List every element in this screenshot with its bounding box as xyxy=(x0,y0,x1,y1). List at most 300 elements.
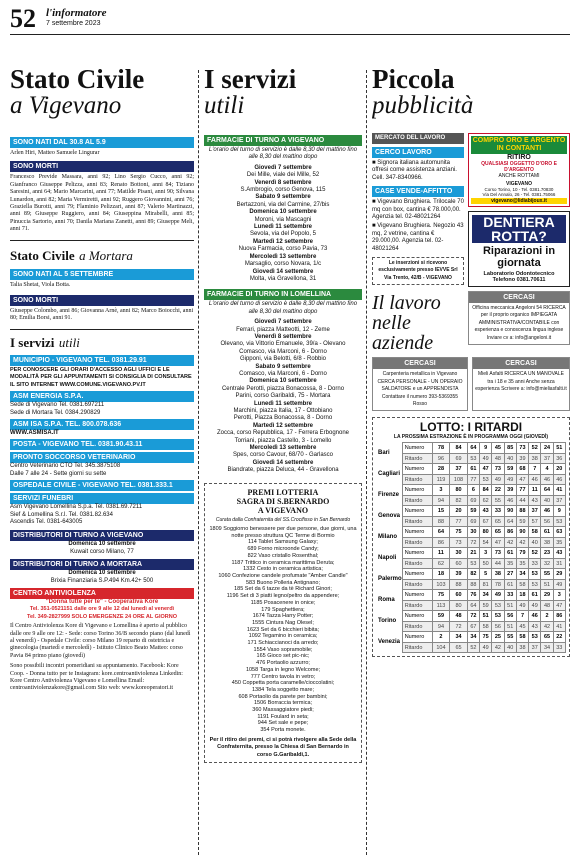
lotto-label: Numero xyxy=(402,527,432,538)
antiviolenza-info: Il Centro Antiviolenza Kore di Vigevano e Lomellina è aperto al pubblico dalle ore 9 alle ore 12: - Sede: corso Torino 36/B secondo piano (dal lunedì al venerdì) - Ospedale Civile: corso Milano 19 reparto di ostetricia e ginecologia (martedì e mercoledì) - Istituto Clinico Beato Matteo: corso Pavia 84 primo piano (giovedì) xyxy=(10,623,191,659)
ospedale-header: OSPEDALE CIVILE - VIGEVANO TEL. 0381.333.1 xyxy=(10,480,194,491)
lotto-delay: 49 xyxy=(492,474,504,485)
job-ad-2 xyxy=(372,357,468,411)
lotto-label: Ritardo xyxy=(402,495,432,506)
lotto-delay: 48 xyxy=(541,600,553,611)
asmisa-site: WWW.ASMISA.IT xyxy=(10,429,59,436)
lotto-label: Ritardo xyxy=(402,600,432,611)
list-item: Mercoledì 13 settembre xyxy=(249,445,317,452)
lotto-delay: 73 xyxy=(450,537,468,548)
list-item: 1060 Confezione candele profumate "Amber Candle" xyxy=(218,572,348,579)
list-item: Biandrate, piazza Deluca, 44 - Gravellona xyxy=(227,467,339,474)
lotto-number: 34 xyxy=(480,590,492,601)
lotto-city: Roma xyxy=(376,590,402,611)
lotto-number: 43 xyxy=(553,548,565,559)
lotto-number: 65 xyxy=(541,632,553,643)
ad-dentiera-tel: Telefono 0381.70611 xyxy=(492,277,546,283)
ad-email: vigevano@lidiabijoux.it xyxy=(471,198,567,204)
brand-name: l'informatore xyxy=(46,7,107,19)
lotto-number: 29 xyxy=(541,590,553,601)
asmisa-header: ASM ISA S.P.A. TEL. 800.078.636 xyxy=(10,419,194,430)
lotto-number: 86 xyxy=(553,611,565,622)
lotto-city: Milano xyxy=(376,527,402,548)
job-ad-1-header: CERCASI xyxy=(469,292,569,303)
lotto-number: 73 xyxy=(516,443,528,454)
lotto-delay: 49 xyxy=(480,453,492,464)
job-ad-3-header: CERCASI xyxy=(473,358,569,369)
pronto-soccorso-tel: Centro Veterinario CTO Tel. 345.3875108 xyxy=(10,463,121,470)
list-item: 1185 Posacenere in onice; xyxy=(250,599,316,606)
casa-annuncio-1: ■ Vigevano Brughiera. Trilocale 70 mq con box, cantina € 78.000,00. Agenzia tel. 02-48021264 xyxy=(372,199,464,221)
lotto-label: Numero xyxy=(402,548,432,559)
column-divider xyxy=(198,70,199,855)
lotto-row xyxy=(376,485,566,496)
lotto-delay: 96 xyxy=(432,453,450,464)
list-item: Ferrari, piazza Matteotti, 12 - Zeme xyxy=(236,326,330,333)
list-item: Venerdì 8 settembre xyxy=(254,179,312,186)
lotto-delay: 64 xyxy=(467,600,479,611)
lotto-row xyxy=(376,537,566,548)
lotto-label: Numero xyxy=(402,464,432,475)
lotto-row xyxy=(376,621,566,632)
lotto-number: 63 xyxy=(553,527,565,538)
antiviolenza-tel2: Tel. 349-2827999 SOLO EMERGENZE 24 ORE AL GIORNO xyxy=(27,613,177,620)
lotto-delay: 51 xyxy=(504,600,516,611)
list-item: Domenica 10 settembre xyxy=(249,209,317,216)
distributori-vigevano-info: Kuwait corso Milano, 77 xyxy=(70,548,134,555)
lotto-delay: 81 xyxy=(480,579,492,590)
list-item: Spes, corso Cavour, 68/70 - Garlasco xyxy=(232,452,334,459)
funebri-ascendis: Ascendis Tel. 0381-643005 xyxy=(10,518,83,525)
lotto-number: 46 xyxy=(541,506,553,517)
list-item: 171 Schiaccianoci da arredo; xyxy=(247,640,319,647)
pronto-soccorso-hours: Dalle 7 alle 24 - Sette giorni su sette xyxy=(10,470,107,477)
lotto-delay: 94 xyxy=(432,621,450,632)
lotto-delay: 72 xyxy=(467,537,479,548)
column-stato-civile xyxy=(10,66,194,856)
list-item: 777 Centro tavola in vetro; xyxy=(250,673,316,680)
ad-dentiera-sub: Riparazioni in giornata xyxy=(482,245,556,269)
list-item: S.Ambrogio, corso Genova, 115 xyxy=(240,187,326,194)
lotto-delay: 86 xyxy=(432,537,450,548)
lotto-row xyxy=(376,464,566,475)
funebri-header: SERVIZI FUNEBRI xyxy=(10,493,194,504)
lotto-row xyxy=(376,516,566,527)
lotto-delay: 119 xyxy=(432,474,450,485)
list-item: Martedì 12 settembre xyxy=(252,238,314,245)
lotto-delay: 51 xyxy=(504,621,516,632)
lotto-delay: 69 xyxy=(450,453,468,464)
lotto-number: 2 xyxy=(432,632,450,643)
list-item: Marchini, piazza Italia, 17 - Ottobiano xyxy=(233,408,333,414)
lotto-number: 51 xyxy=(480,611,492,622)
list-item: 476 Portaolio azzurro; xyxy=(256,660,310,667)
lotto-delay: 47 xyxy=(492,537,504,548)
lotto-number: 90 xyxy=(504,506,516,517)
lotto-delay: 39 xyxy=(516,453,528,464)
lotto-delay: 55 xyxy=(492,495,504,506)
inserzioni-info: Le inserzioni si ricevono esclusivamente presso IEVVE Srl Via Trento, 42/B - VIGEVANO xyxy=(372,257,464,285)
lotto-delay: 49 xyxy=(516,600,528,611)
lotto-delay: 77 xyxy=(467,474,479,485)
lotto-row xyxy=(376,495,566,506)
distributori-vigevano-header: DISTRIBUTORI DI TURNO A VIGEVANO xyxy=(10,530,194,541)
lotto-number: 86 xyxy=(504,527,516,538)
list-item: 1555 Cintura Nag Olesel; xyxy=(252,619,314,626)
lotto-city: Napoli xyxy=(376,548,402,569)
lotto-number: 7 xyxy=(529,464,541,475)
lotto-number: 61 xyxy=(504,548,516,559)
lotto-number: 90 xyxy=(516,527,528,538)
cerco-lavoro-header: CERCO LAVORO xyxy=(372,147,464,158)
list-item: 1191 Foulard in seta; xyxy=(257,713,309,720)
lotto-number: 84 xyxy=(480,485,492,496)
municipio-info: PER CONOSCERE GLI ORARI D'ACCESSO AGLI UFFICI E LE MODALITÀ PER GLI APPUNTAMENTI SI CONSIGLIA DI CONSULTARE IL SITO INTERNET WWW.COMUNE.VIGEVANO.PV.IT xyxy=(10,366,192,388)
lotto-number: 41 xyxy=(553,485,565,496)
lotto-delay: 40 xyxy=(529,537,541,548)
morti-mortara-list: Giuseppe Colombo, anni 86; Giovanna Arnè, anni 82; Marco Boiocchi, anni 80; Emilia Borsi, anni 91. xyxy=(10,308,194,322)
cerco-lavoro-text: ■ Signora italiana automunita offresi come assistenza anziani. Cell. 347-8340966. xyxy=(372,160,457,181)
lotto-number: 72 xyxy=(467,611,479,622)
list-item: Molta, via Gravellona, 31 xyxy=(249,275,317,282)
lotto-delay: 42 xyxy=(541,621,553,632)
lotto-number: 55 xyxy=(504,632,516,643)
ad-indirizzo-1: Corso Torino, 10 - Tel. 0381.70830 xyxy=(484,187,554,192)
lotto-number: 51 xyxy=(553,443,565,454)
lotto-number: 48 xyxy=(450,611,468,622)
list-item: 1674 Tazza Harry Potter; xyxy=(252,613,314,620)
lotto-delay: 62 xyxy=(480,495,492,506)
distributori-vigevano-date: Domenica 10 settembre xyxy=(68,541,136,548)
antiviolenza-contacts: Sono possibili incontri pomeridiani su appuntamento. Facebook: Kore Coop. - Donna tutto per te Instagram: kore.centroantiviolenza Linkedin: Kore Centro Antiviolenza Vigevano e Lomellina Email: centroantiviolenzakore@gmail.com Sito web: www.koreoperatori.it xyxy=(10,663,183,692)
lotto-delay: 45 xyxy=(516,621,528,632)
lotto-number: 55 xyxy=(541,569,553,580)
lotto-number: 37 xyxy=(529,506,541,517)
farmacie-lomellina-list xyxy=(204,319,362,475)
ad-compro-oro xyxy=(468,133,570,207)
antiviolenza-header: CENTRO ANTIVIOLENZA xyxy=(10,588,194,599)
lotto-delay: 47 xyxy=(516,474,528,485)
lotto-delay: 49 xyxy=(553,579,565,590)
lotto-delay: 58 xyxy=(480,621,492,632)
lotto-label: Numero xyxy=(402,611,432,622)
lotto-row xyxy=(376,506,566,517)
lotto-delay: 46 xyxy=(529,474,541,485)
list-item: Domenica 10 settembre xyxy=(249,378,317,385)
mercato-header: MERCATO DEL LAVORO xyxy=(372,133,464,144)
lotto-row xyxy=(376,474,566,485)
lotteria-title-3: A VIGEVANO xyxy=(257,505,309,515)
lotto-number: 18 xyxy=(432,569,450,580)
lotto-number: 4 xyxy=(541,464,553,475)
lotto-row xyxy=(376,642,566,653)
list-item: 944 Set sale e pepe; xyxy=(257,720,309,727)
lotteria-note: Curata dalla Confraternita del SS.Crocifisso in San Bernardo xyxy=(215,516,351,523)
lotto-number: 53 xyxy=(529,632,541,643)
list-item: Centrale Perotti, piazza Bonacossa, 8 - Dorno xyxy=(221,385,345,392)
casa-annuncio-2: ■ Vigevano Brughiera. Negozio 43 mq, 2 vetrine, cantina € 29.000,00. Agenzia tel. 02-48021264 xyxy=(372,223,464,252)
mortara-title: Stato Civile xyxy=(10,247,75,263)
lotto-number: 49 xyxy=(492,590,504,601)
lotto-number: 22 xyxy=(492,485,504,496)
section-subtitle: a Vigevano xyxy=(10,92,122,119)
list-item: Perotti, Piazza Bonacossa, 8 - Dorno xyxy=(233,415,333,422)
lotto-number: 53 xyxy=(492,611,504,622)
lotto-number: 34 xyxy=(516,569,528,580)
lotto-number: 61 xyxy=(541,527,553,538)
lotto-label: Ritardo xyxy=(402,474,432,485)
morti-vigevano-list: Francesco Previde Massara, anni 92; Lino Sergio Cucco, anni 92; Gianfranco Giuseppe Pelizza, anni 83; Renato Bottoni, anni 84; Tiziano Saresini, anni 64; Mario Marcarini, anni 77; Matilde Pisani, anni 90; Silvana Lunardon, anni 82; Maria Vermiretti, anni 92; Ruggero Giovannini, anni 76; Graziella Burotti, anni 79; Flaminio Pelizzari, anni 87; Valerio Martinazzi, anni 89; Giuseppe Ruggiero, anni 84; Giuseppina Mirabelli, anni 85; Pinuccia Sartorio, anni 70; Danila Mariana Zanetti, anni 89; Giuseppe Meli, anni 71. xyxy=(10,174,194,233)
lotto-row xyxy=(376,611,566,622)
lotto-label: Ritardo xyxy=(402,621,432,632)
list-item: 608 Portaolio da parete per bambini; xyxy=(238,693,328,700)
lotto-city: Bari xyxy=(376,443,402,464)
lotto-delay: 80 xyxy=(450,600,468,611)
list-item: 1506 Borraccia termica; xyxy=(253,700,313,707)
lotto-city: Venezia xyxy=(376,632,402,653)
lavoro-title-2: nelle xyxy=(372,312,411,335)
lotto-number: 56 xyxy=(504,611,516,622)
lotto-number: 59 xyxy=(467,506,479,517)
header-rule xyxy=(10,34,570,35)
lotto-delay: 108 xyxy=(450,474,468,485)
lotto-number: 34 xyxy=(467,632,479,643)
lotto-number: 52 xyxy=(529,443,541,454)
job-ad-3-text: Mieli Asfalti RICERCA UN MANOVALE tra i 18 e 35 anni Anche senza esperienza Scrivere a: info@mieliasfalti.it xyxy=(475,371,567,393)
lotto-number: 34 xyxy=(450,632,468,643)
list-item: 689 Forno microonde Candy; xyxy=(247,546,319,553)
posta-header: POSTA - VIGEVANO TEL. 0381.90.43.11 xyxy=(10,439,194,450)
list-item: Olevano, via Vittorio Emanuele, 39/a - Olevano xyxy=(220,341,346,348)
list-item: Sevola, via del Popolo, 5 xyxy=(249,231,317,238)
servizi-title: I servizi xyxy=(10,334,55,350)
list-item: 1384 Tela soggetto mare; xyxy=(252,686,314,693)
lotto-delay: 58 xyxy=(516,579,528,590)
ad-dentiera xyxy=(468,211,570,287)
lotto-city: Cagliari xyxy=(376,464,402,485)
lotto-delay: 42 xyxy=(516,537,528,548)
section-subtitle: utili xyxy=(204,92,245,119)
list-item: Bertazzoni, via del Carmine, 27/bis xyxy=(236,201,330,208)
list-item: 1092 Tegamino in ceramica; xyxy=(248,633,318,640)
lotto-number: 68 xyxy=(516,464,528,475)
lotto-number: 30 xyxy=(467,527,479,538)
list-item: 179 Spaghettiera; xyxy=(261,606,305,613)
lotto-delay: 59 xyxy=(516,516,528,527)
lotto-row xyxy=(376,548,566,559)
list-item: Zocca, corso Repubblica, 17 - Ferrera Erbognone xyxy=(216,430,350,437)
list-item: 1332 Cesto in ceramica artistica; xyxy=(243,566,323,573)
lotto-delay: 44 xyxy=(516,495,528,506)
lotto-delay: 53 xyxy=(553,516,565,527)
lotto-number: 27 xyxy=(504,569,516,580)
list-item: Sabato 9 settembre xyxy=(255,194,311,201)
lotto-number: 3 xyxy=(480,548,492,559)
lotto-delay: 62 xyxy=(432,558,450,569)
pronto-soccorso-header: PRONTO SOCCORSO VETERINARIO xyxy=(10,452,194,463)
list-item: Martedì 12 settembre xyxy=(252,422,314,429)
lotto-label: Numero xyxy=(402,485,432,496)
lotto-delay: 53 xyxy=(492,600,504,611)
lotto-delay: 53 xyxy=(467,453,479,464)
list-item: Sabato 9 settembre xyxy=(255,363,311,370)
issue-date: 7 settembre 2023 xyxy=(46,20,101,27)
lotteria-premi xyxy=(209,526,357,734)
lotto-delay: 44 xyxy=(492,558,504,569)
lotto-delay: 49 xyxy=(529,600,541,611)
lotto-number: 82 xyxy=(467,569,479,580)
lotto-number: 24 xyxy=(541,443,553,454)
ad-dentiera-title: DENTIERA ROTTA? xyxy=(472,215,566,243)
distributori-mortara-header: DISTRIBUTORI DI TURNO A MORTARA xyxy=(10,559,194,570)
lotto-number: 25 xyxy=(492,632,504,643)
job-ad-3 xyxy=(472,357,570,411)
section-subtitle: pubblicità xyxy=(372,92,474,119)
lotto-delay: 52 xyxy=(467,642,479,653)
lotto-delay: 42 xyxy=(504,537,516,548)
morti-mortara-header: SONO MORTI xyxy=(10,295,194,306)
lotto-delay: 33 xyxy=(529,558,541,569)
lotto-number: 61 xyxy=(529,590,541,601)
lotto-delay: 56 xyxy=(541,516,553,527)
list-item: 450 Coppetta porta caramelle/cioccolatini; xyxy=(231,680,335,687)
lotto-delay: 46 xyxy=(504,495,516,506)
lotto-row xyxy=(376,632,566,643)
job-ad-2-header: CERCASI xyxy=(373,358,467,369)
ad-dentiera-lab: Laboratorio Odontotecnico xyxy=(483,271,555,277)
lotto-number: 37 xyxy=(450,464,468,475)
lotto-number: 43 xyxy=(480,506,492,517)
lotto-row xyxy=(376,600,566,611)
list-item: 1554 Vaso sopramobile; xyxy=(253,646,313,653)
lotto-number: 5 xyxy=(480,569,492,580)
lotto-number: 3 xyxy=(432,485,450,496)
lotto-label: Numero xyxy=(402,506,432,517)
lotto-number: 61 xyxy=(467,464,479,475)
list-item: 165 Gioco set pic-nic; xyxy=(256,653,310,660)
lotto-label: Ritardo xyxy=(402,537,432,548)
lotto-delay: 69 xyxy=(467,495,479,506)
lotto-delay: 56 xyxy=(492,621,504,632)
job-ad-2-text: Carpenteria metallica in Vigevano CERCA PERSONALE - UN OPERAIO SALDATORE e un APPRENDISTA Contattare il numero 393-5369355 Rosso xyxy=(377,371,463,407)
lotto-number: 11 xyxy=(529,485,541,496)
list-item: Marsaglio, corso Novara, 1/c xyxy=(244,261,322,268)
lotto-delay: 65 xyxy=(450,642,468,653)
list-item: Giovedì 14 settembre xyxy=(252,268,314,275)
lotto-number: 59 xyxy=(504,464,516,475)
lotto-row xyxy=(376,527,566,538)
list-item: Lunedì 11 settembre xyxy=(253,400,313,407)
lotto-number: 20 xyxy=(450,506,468,517)
municipio-header: MUNICIPIO - VIGEVANO TEL. 0381.29.91 xyxy=(10,355,194,366)
lavoro-title: Il lavoro xyxy=(372,292,441,315)
mortara-subtitle: a Mortara xyxy=(79,247,133,263)
ad-qualsiasi: QUALSIASI OGGETTO D'ORO E D'ARGENTO xyxy=(481,161,557,173)
lotto-number: 38 xyxy=(492,569,504,580)
section-title: Stato Civile xyxy=(10,66,145,94)
lotto-number: 7 xyxy=(516,611,528,622)
lotto-delay: 72 xyxy=(450,621,468,632)
section-title: I servizi xyxy=(204,66,297,94)
lotto-delay: 40 xyxy=(541,495,553,506)
lotto-label: Numero xyxy=(402,590,432,601)
list-item: 114 Tablet Samsung Galaxy; xyxy=(248,539,318,546)
case-header: CASE VENDE-AFFITTO xyxy=(372,186,464,197)
lotto-delay: 38 xyxy=(541,537,553,548)
lotto-delay: 31 xyxy=(553,558,565,569)
lotto-number: 45 xyxy=(492,443,504,454)
lotto-delay: 37 xyxy=(529,642,541,653)
lotto-number: 52 xyxy=(529,548,541,559)
lotto-row xyxy=(376,443,566,454)
lotto-delay: 47 xyxy=(553,600,565,611)
lotto-number: 58 xyxy=(516,632,528,643)
lotto-number: 80 xyxy=(480,527,492,538)
lotto-number: 84 xyxy=(450,443,468,454)
lotto-delay: 113 xyxy=(432,600,450,611)
lotto-number: 39 xyxy=(504,485,516,496)
lotto-number: 78 xyxy=(432,443,450,454)
lotto-delay: 42 xyxy=(492,642,504,653)
lotto-city: Firenze xyxy=(376,485,402,506)
list-item: Nuova Farmacia, corso Pavia, 73 xyxy=(238,246,328,253)
ad-compro-oro-header: COMPRO ORO E ARGENTO IN CONTANTI xyxy=(472,137,566,152)
farmacie-vigevano-header: FARMACIE DI TURNO A VIGEVANO xyxy=(204,135,362,146)
lotto-number: 2 xyxy=(541,611,553,622)
lotto-delay: 38 xyxy=(516,642,528,653)
farmacie-vigevano-list xyxy=(204,165,362,284)
lotto-delay: 60 xyxy=(450,558,468,569)
lotto-number: 21 xyxy=(467,548,479,559)
lotto-delay: 51 xyxy=(541,579,553,590)
lotto-delay: 34 xyxy=(541,642,553,653)
lotto-delay: 35 xyxy=(504,558,516,569)
list-item: Giovedì 7 settembre xyxy=(254,164,312,171)
nati-mortara-list: Talia Shetat, Viola Botta. xyxy=(10,281,71,288)
lotto-delay: 37 xyxy=(541,453,553,464)
lotto-subtitle: LA PROSSIMA ESTRAZIONE È IN PROGRAMMA OGGI (GIOVEDÌ) xyxy=(393,434,549,441)
list-item: 1058 Targa in legno Welcome; xyxy=(245,666,321,673)
lotto-row xyxy=(376,590,566,601)
lotto-number: 20 xyxy=(553,464,565,475)
lotto-delay: 43 xyxy=(529,495,541,506)
lotto-number: 60 xyxy=(450,590,468,601)
lotto-city: Palermo xyxy=(376,569,402,590)
lotto-delay: 38 xyxy=(529,453,541,464)
lotto-number: 46 xyxy=(529,611,541,622)
lotteria-title: PREMI LOTTERIA xyxy=(247,487,319,497)
lotto-number: 28 xyxy=(432,464,450,475)
lotto-delay: 46 xyxy=(553,474,565,485)
list-item: Venerdì 8 settembre xyxy=(254,333,312,340)
nati-vigevano-list: Arlen Hiri, Matteo Samuele Lingurar xyxy=(10,150,100,156)
job-ad-1 xyxy=(468,291,570,345)
lotto-number: 77 xyxy=(516,485,528,496)
funebri-sief: Sief & Lomellina S.r.l. Tel. 0381.82.634 xyxy=(10,511,113,518)
lotto-delay: 46 xyxy=(541,474,553,485)
lotto-table xyxy=(376,442,566,653)
nati-mortara-header: SONO NATI AL 5 SETTEMBRE xyxy=(10,269,194,280)
morti-vigevano-header: SONO MORTI xyxy=(10,161,194,172)
ad-citta: VIGEVANO xyxy=(505,181,533,187)
lotto-delay: 53 xyxy=(480,474,492,485)
lotto-delay: 54 xyxy=(480,537,492,548)
asm-vigevano: Sede di Vigevano Tel. 0381.697211 xyxy=(10,402,105,409)
lotto-box xyxy=(372,417,570,657)
lotto-number: 65 xyxy=(492,527,504,538)
list-item: Lunedì 11 settembre xyxy=(253,224,313,231)
ad-ritiro: RITIRO xyxy=(507,154,531,161)
